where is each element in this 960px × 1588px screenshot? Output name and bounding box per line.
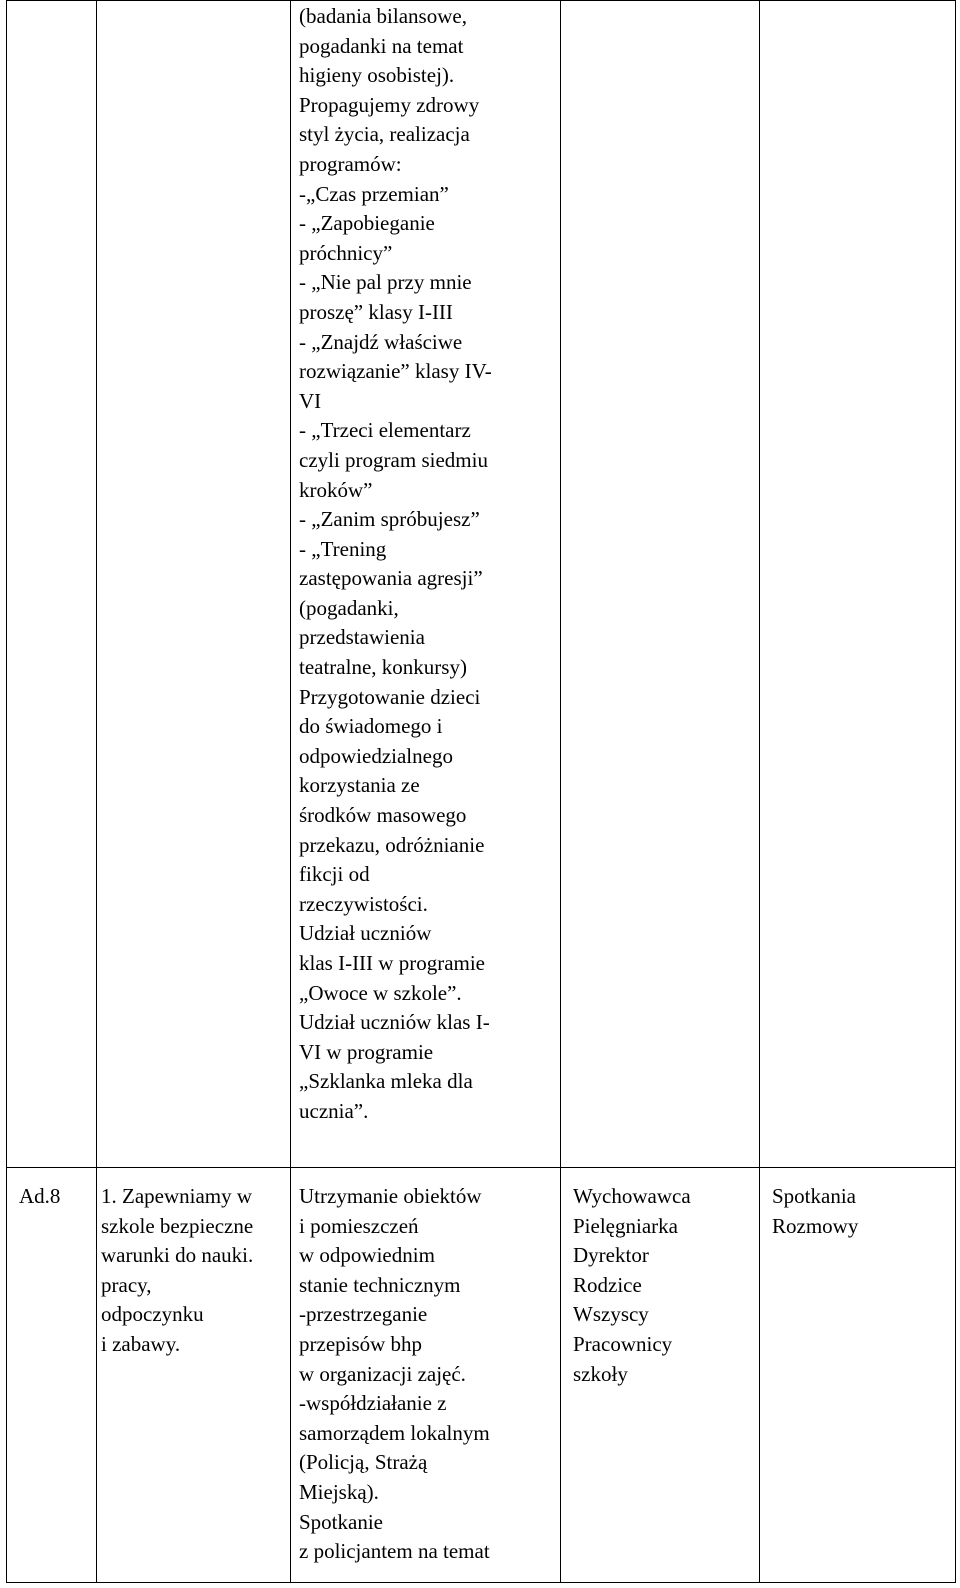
form-text: Spotkania Rozmowy [772,1184,859,1238]
number-cell [7,1168,97,1583]
method-text: Utrzymanie obiektów i pomieszczeń w odpowiednim stanie technicznym -przestrzeganie przepisów bhp w organizacji zajęć. -współdziałanie z samorządem lokalnym (Policją, Strażą Miejską). Spotkanie z policjantem na temat [299,1184,490,1564]
task-text: 1. Zapewniamy w szkole bezpieczne warunki do nauki. pracy, odpoczynku i zabawy. [101,1184,254,1356]
responsible-cell [561,1168,760,1583]
row-number: Ad.8 [19,1184,61,1208]
number-cell [7,1,97,1168]
program-table [6,0,956,1583]
task-cell [97,1,291,1168]
form-cell [760,1,956,1168]
method-text: (badania bilansowe, pogadanki na temat higieny osobistej). Propagujemy zdrowy styl życia, realizacja programów: -„Czas przemian” - „Zapobieganie próchnicy” - „Nie pal przy mnie proszę” klasy I-III - „Znajdź właściwe rozwiązanie” klasy IV- VI - „Trzeci elementarz czyli program siedmiu kroków” - „Zanim spróbujesz” - „Trening zastępowania agresji” (pogadanki, przedstawienia teatralne, konkursy) Przygotowanie dzieci do świadomego i odpowiedzialnego korzystania ze środków masowego przekazu, odróżnianie fikcji od rzeczywistości. Udział uczniów klas I-III w programie „Owoce w szkole”. Udział uczniów klas I- VI w programie „Szklanka mleka dla ucznia”. [299,4,492,1123]
responsible-text: Wychowawca Pielęgniarka Dyrektor Rodzice Wszyscy Pracownicy szkoły [573,1184,691,1386]
table-row [7,1,956,1168]
method-cell [291,1,561,1168]
form-cell [760,1168,956,1583]
responsible-cell [561,1,760,1168]
task-cell [97,1168,291,1583]
method-cell [291,1168,561,1583]
table-row [7,1168,956,1583]
